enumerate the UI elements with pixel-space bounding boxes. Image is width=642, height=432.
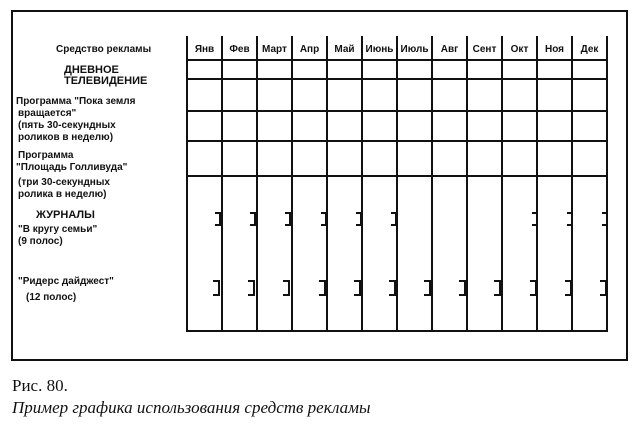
insertion-mark-readers-digest <box>319 280 326 296</box>
insertion-mark-v-krugu-semyi <box>567 212 573 226</box>
insertion-mark-v-krugu-semyi <box>602 212 608 226</box>
media-column-header: Средство рекламы <box>56 44 152 55</box>
program1-line-1: Программа "Пока земля <box>16 96 136 107</box>
month-label: Фев <box>229 44 250 55</box>
figure-caption: Пример графика использования средств рекламы <box>12 398 371 417</box>
month-label: Июнь <box>365 44 394 55</box>
header-rule <box>186 59 608 61</box>
program1-line-2: вращается" <box>18 108 77 119</box>
program1-line-4: роликов в неделю) <box>18 132 114 143</box>
insertion-mark-readers-digest <box>389 280 396 296</box>
insertion-mark-readers-digest <box>248 280 255 296</box>
month-label: Окт <box>510 44 529 55</box>
magazine2-pages: (12 полос) <box>26 292 77 303</box>
magazine1-pages: (9 полос) <box>18 236 63 247</box>
program2-line-2: "Площадь Голливуда" <box>16 162 128 173</box>
tv-row-line-4 <box>186 175 608 177</box>
insertion-mark-readers-digest <box>600 280 607 296</box>
magazine1-title: "В кругу семьи" <box>18 224 98 235</box>
month-label: Ноя <box>544 44 565 55</box>
tv-row-line-1 <box>186 78 608 80</box>
month-label: Дек <box>580 44 599 55</box>
insertion-mark-v-krugu-semyi <box>391 212 397 226</box>
insertion-mark-readers-digest <box>283 280 290 296</box>
month-label: Май <box>334 44 355 55</box>
month-label: Июль <box>400 44 429 55</box>
tv-row-line-2 <box>186 110 608 112</box>
magazine2-title: "Ридерс дайджест" <box>18 276 114 287</box>
insertion-mark-v-krugu-semyi <box>321 212 327 226</box>
insertion-mark-v-krugu-semyi <box>250 212 256 226</box>
program2-line-1: Программа <box>18 150 74 161</box>
insertion-mark-readers-digest <box>565 280 572 296</box>
tv-row-line-3 <box>186 140 608 142</box>
insertion-mark-readers-digest <box>530 280 537 296</box>
figure-number: Рис. 80. <box>12 376 68 395</box>
insertion-mark-readers-digest <box>213 280 220 296</box>
insertion-mark-v-krugu-semyi <box>285 212 291 226</box>
insertion-mark-v-krugu-semyi <box>532 212 538 226</box>
insertion-mark-readers-digest <box>494 280 501 296</box>
insertion-mark-readers-digest <box>354 280 361 296</box>
month-label: Сент <box>472 44 497 55</box>
program2-line-4: ролика в неделю) <box>18 189 107 200</box>
tv-heading-line-1: ДНЕВНОЕ <box>64 64 119 76</box>
month-label: Янв <box>194 44 215 55</box>
insertion-mark-v-krugu-semyi <box>215 212 221 226</box>
tv-heading-line-2: ТЕЛЕВИДЕНИЕ <box>64 75 148 87</box>
month-label: Авг <box>440 44 459 55</box>
insertion-mark-readers-digest <box>459 280 466 296</box>
program2-line-3: (три 30-секундных <box>18 177 110 188</box>
month-label: Апр <box>299 44 320 55</box>
magazines-heading: ЖУРНАЛЫ <box>36 209 95 221</box>
insertion-mark-readers-digest <box>424 280 431 296</box>
insertion-mark-v-krugu-semyi <box>356 212 362 226</box>
month-label: Март <box>262 44 287 55</box>
program1-line-3: (пять 30-секундных <box>18 120 116 131</box>
